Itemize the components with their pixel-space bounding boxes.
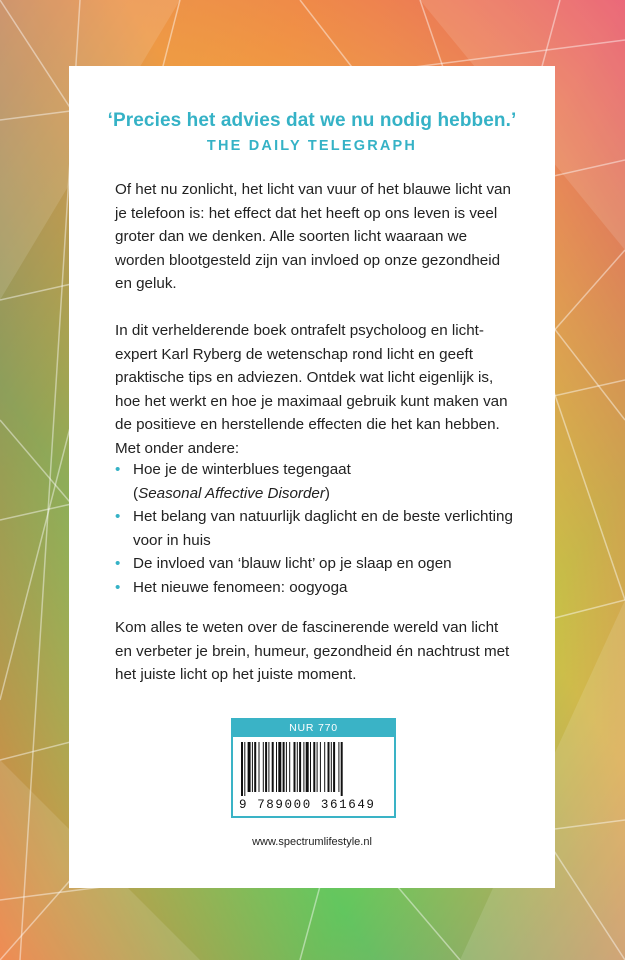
list-item-sub-italic: Seasonal Affective Disorder [138,484,325,502]
list-item-text: Het nieuwe fenomeen: oogyoga [133,578,348,596]
isbn-number: 9 789000 361649 [239,798,376,812]
barcode-icon [239,742,388,796]
nur-label: NUR 770 [233,720,394,737]
barcode-block [231,718,396,818]
list-item [115,576,515,600]
blurb-paragraph-3: Kom alles te weten over de fascinerende wereld van licht en verbeter je brein, humeur, gezondheid én nachtrust met het juiste licht op het juiste moment. [115,619,510,683]
blurb-paragraph-2: In dit verhelderende boek ontrafelt psycholoog en licht-expert Karl Ryberg de wetenschap rond licht en geeft praktische tips en adviezen. Ontdek wat licht eigenlijk is, hoe het werkt en hoe je maximaal gebruik kunt maken van de positieve en herstellende effecten die het kan hebben. Met onder andere: [115,322,508,457]
list-item [115,458,515,505]
blurb-paragraph-1: Of het nu zonlicht, het licht van vuur of het blauwe licht van je telefoon is: het effect dat het heeft op ons leven is veel groter dan we denken. Alle soorten licht waaraan we worden blootgesteld zijn van invloed op onze gezondheid en geluk. [115,181,511,292]
list-item-text: De invloed van ‘blauw licht’ op je slaap en ogen [133,555,452,572]
list-item-text: Het belang van natuurlijk daglicht en de beste verlichting voor in huis [133,508,513,549]
list-item [115,505,515,552]
list-item [115,552,515,576]
bullet-icon: • [115,555,121,572]
feature-list [115,458,515,599]
list-item-text: Hoe je de winterblues tegengaat [133,461,351,478]
list-item-sub-close: ) [324,484,330,502]
bullet-icon: • [115,508,121,525]
review-quote: ‘Precies het advies dat we nu nodig hebben.’ [107,110,517,131]
website-url: www.spectrumlifestyle.nl [252,836,372,848]
review-source: THE DAILY TELEGRAPH [206,138,418,154]
back-cover-panel [69,66,555,888]
list-item-sub-open: ( [133,484,139,502]
bullet-icon: • [115,461,121,478]
bullet-icon: • [115,578,121,596]
